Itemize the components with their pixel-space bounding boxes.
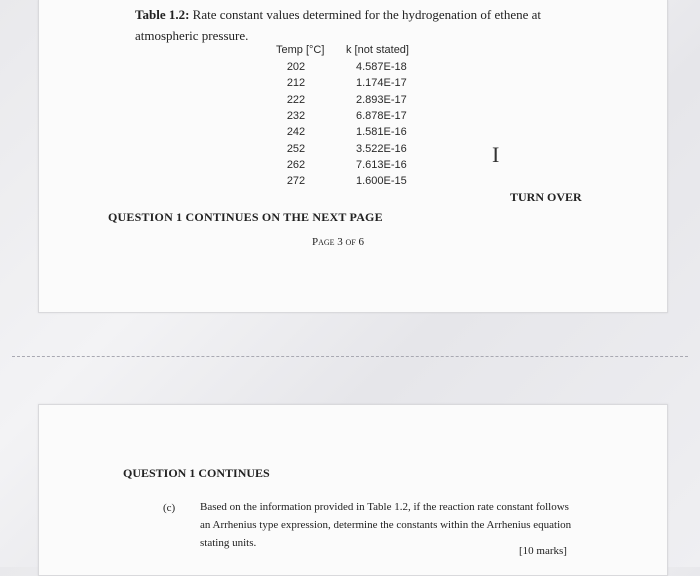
table-caption [135, 4, 605, 46]
table-cell-k: 1.600E-15 [356, 175, 407, 188]
table-cell-k: 6.878E-17 [356, 109, 407, 122]
text-cursor-icon: I [492, 142, 500, 167]
turn-over-label: TURN OVER [510, 190, 582, 204]
table-header-temp: Temp [°C] [276, 44, 325, 56]
table-cell-temp: 222 [286, 93, 306, 106]
table-cell-temp: 262 [286, 158, 306, 171]
table-cell-k: 4.587E-18 [356, 61, 407, 73]
page-separator [12, 356, 688, 357]
question-part-label: (c) [163, 502, 176, 514]
table-caption-text: Rate constant values determined for the hydrogenation of ethene at atmospheric pressure. [135, 7, 542, 43]
question-continues-next-page: QUESTION 1 CONTINUES ON THE NEXT PAGE [108, 210, 383, 224]
page-number: Page 3 of 6 [312, 236, 365, 248]
table-cell-k: 2.893E-17 [356, 93, 407, 106]
table-cell-k: 7.613E-16 [356, 158, 407, 171]
table-cell-k: 3.522E-16 [356, 142, 407, 155]
question-part-text: Based on the information provided in Table 1.2, if the reaction rate constant follows an Arrhenius type expression, determine the constants within the Arrhenius equation stating units. [200, 501, 572, 549]
table-cell-temp: 232 [286, 109, 306, 122]
table-header-k: k [not stated] [346, 44, 409, 56]
question-continues-heading: QUESTION 1 CONTINUES [123, 466, 270, 480]
rate-constant-table [276, 44, 436, 194]
question-marks: [10 marks] [519, 545, 567, 557]
table-cell-temp: 252 [286, 142, 306, 155]
table-cell-k: 1.174E-17 [356, 77, 407, 90]
table-cell-temp: 242 [286, 126, 306, 139]
table-cell-temp: 212 [286, 77, 306, 90]
table-cell-k: 1.581E-16 [356, 126, 407, 139]
table-cell-temp: 272 [286, 175, 306, 188]
table-caption-label: Table 1.2: [135, 7, 190, 22]
table-cell-temp: 202 [286, 61, 306, 73]
